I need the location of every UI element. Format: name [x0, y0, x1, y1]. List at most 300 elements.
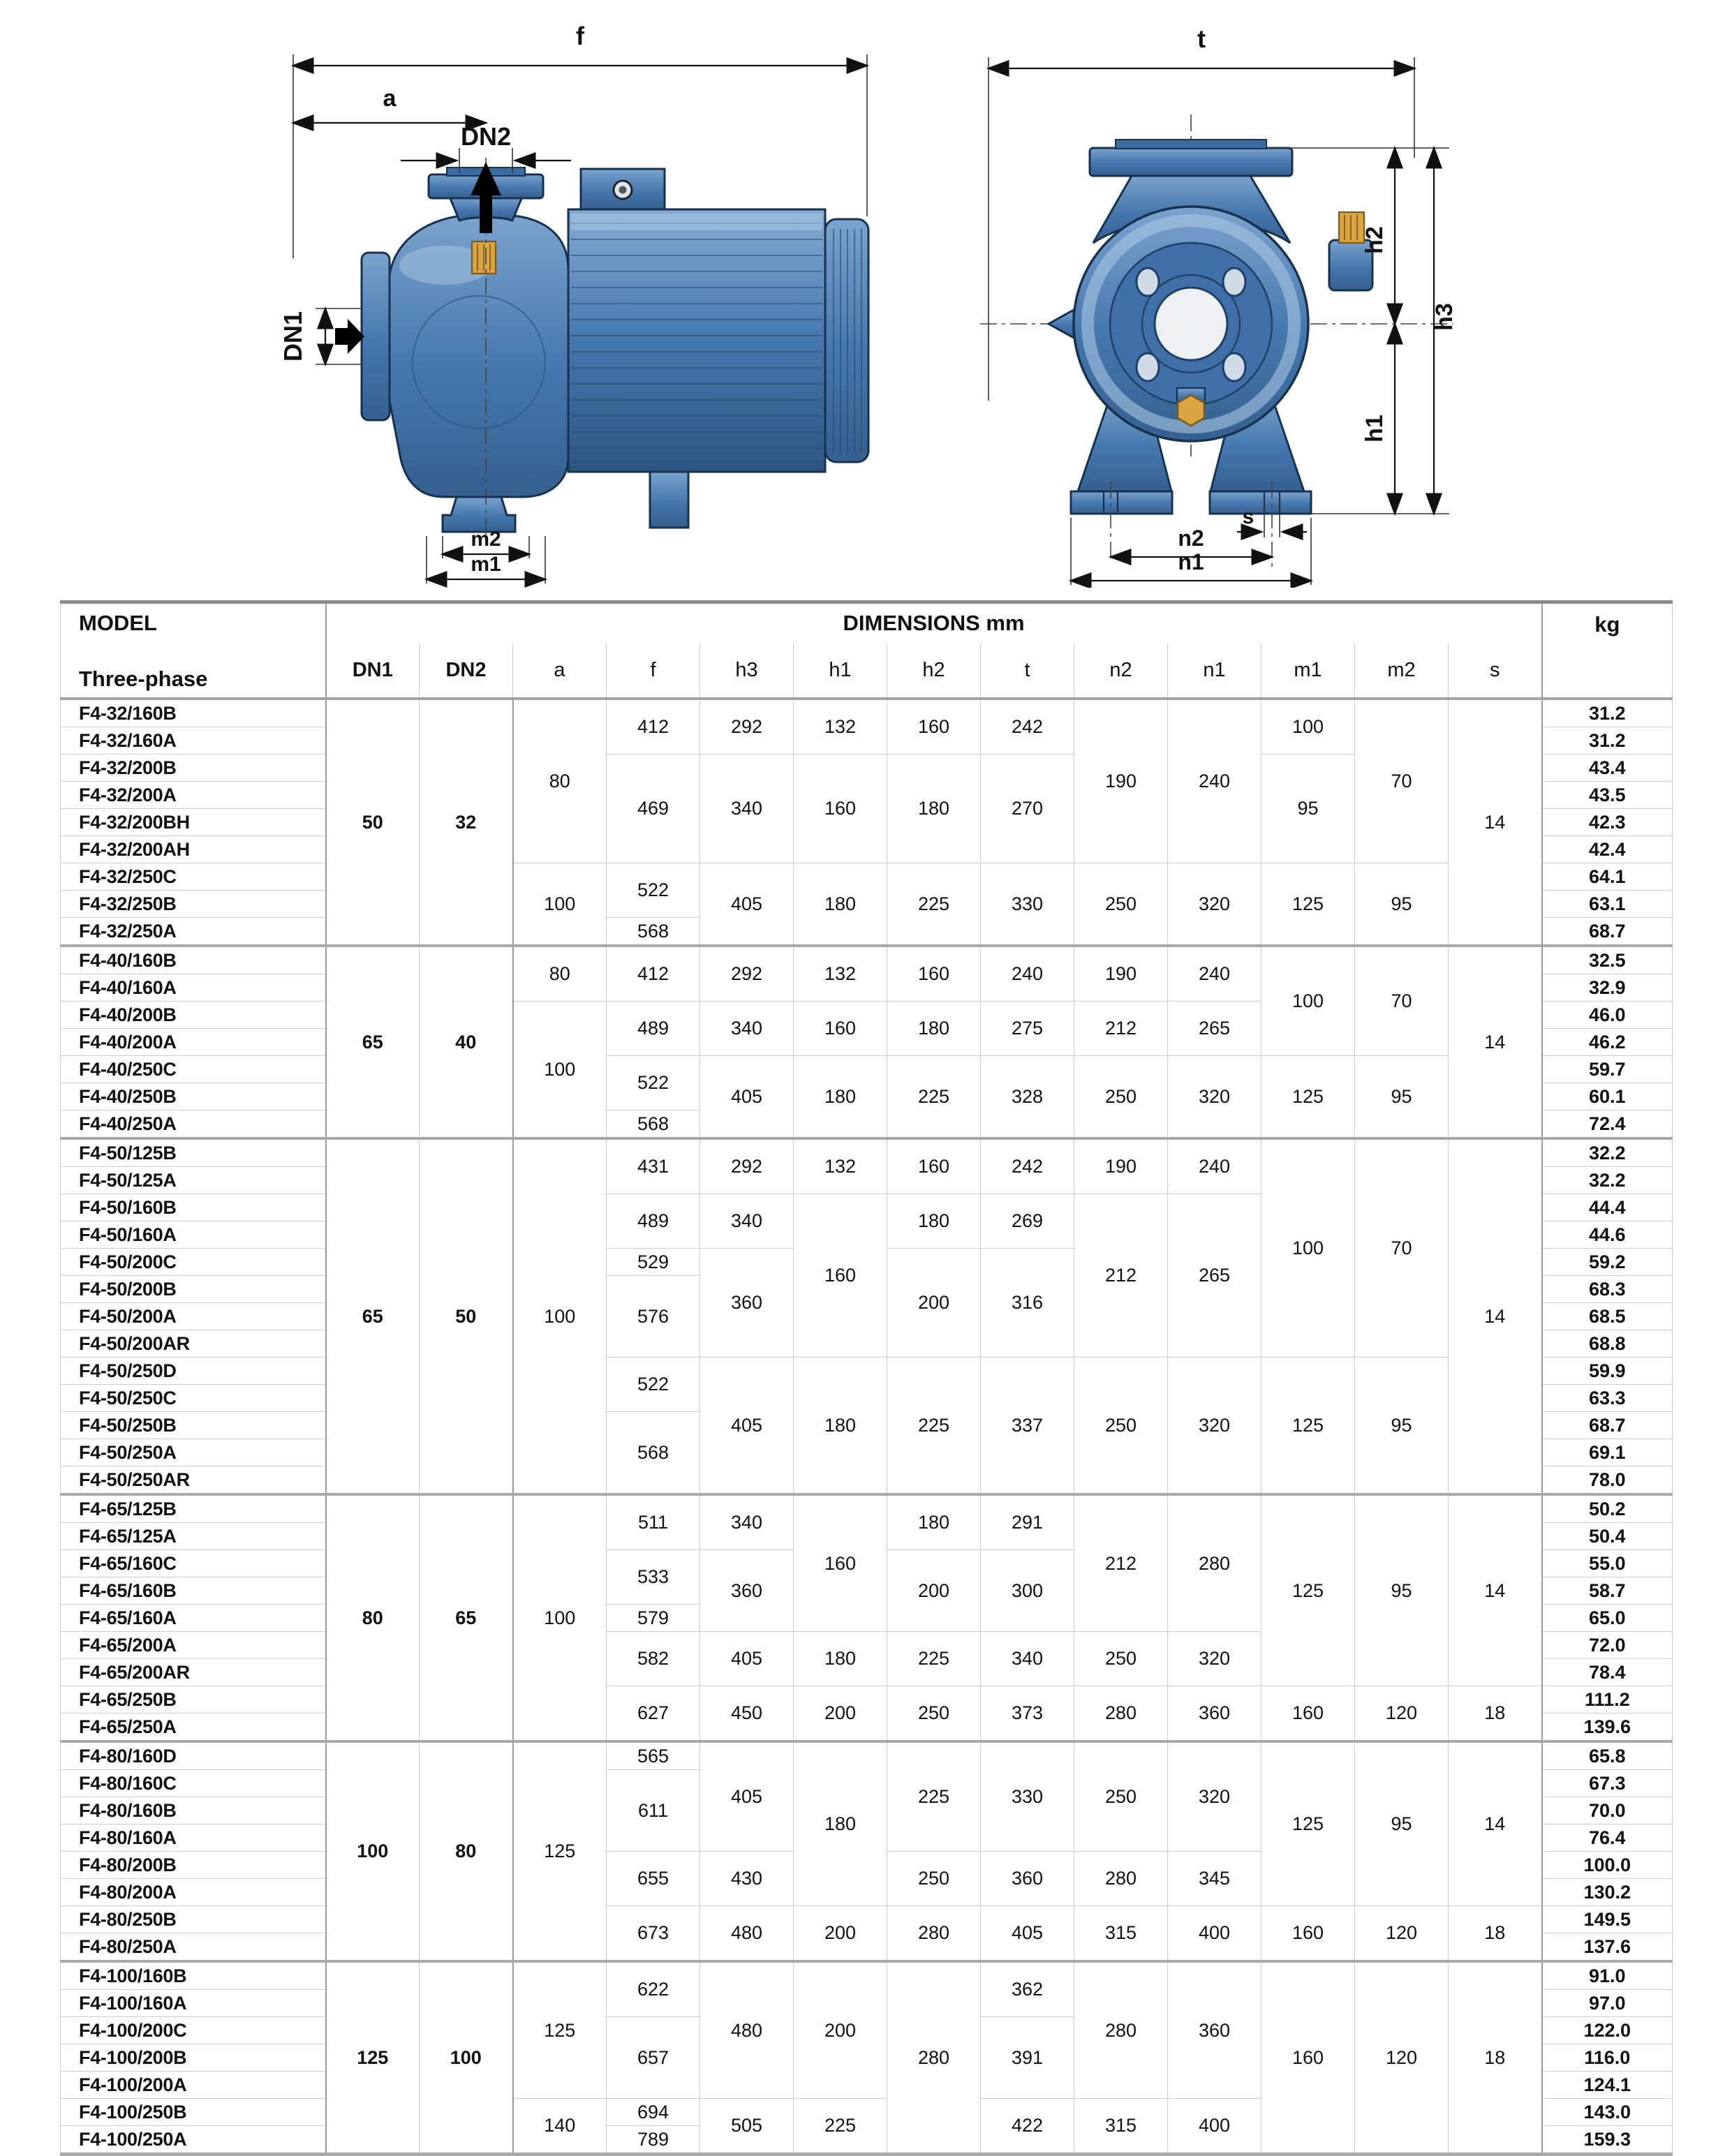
dim-value-m2: 95 — [1355, 863, 1449, 946]
dim-label-dn2: DN2 — [460, 122, 511, 151]
dim-value-h2: 200 — [887, 1550, 981, 1632]
dim-value-t: 270 — [981, 754, 1074, 863]
dim-value-n2: 250 — [1074, 1056, 1168, 1139]
model-cell: F4-50/200B — [61, 1276, 326, 1303]
dim-value-h1: 225 — [794, 2099, 887, 2155]
dim-value-t: 275 — [981, 1002, 1074, 1056]
column-header-h1: h1 — [794, 644, 887, 699]
weight-value: 116.0 — [1542, 2044, 1673, 2072]
dim-value-n1: 320 — [1168, 1632, 1261, 1686]
weight-value: 159.3 — [1542, 2126, 1673, 2155]
bolt-hole — [1137, 353, 1159, 381]
dim-value-m1: 125 — [1261, 1358, 1355, 1495]
dim-value-n1: 320 — [1168, 863, 1261, 946]
table-row — [61, 1056, 1673, 1083]
dim-value-m2: 70 — [1355, 699, 1449, 863]
weight-value: 46.2 — [1542, 1029, 1673, 1056]
suction-bore — [1155, 288, 1227, 360]
model-cell: F4-80/160C — [61, 1770, 326, 1797]
dim-value-n2: 280 — [1074, 1852, 1168, 1906]
column-header-h2: h2 — [887, 644, 981, 699]
dim-value-n1: 240 — [1168, 699, 1261, 863]
model-cell: F4-50/250C — [61, 1385, 326, 1412]
dim-value-m2: 95 — [1355, 1056, 1449, 1139]
dim-value-t: 240 — [981, 946, 1074, 1002]
dim-value-s: 18 — [1449, 1961, 1542, 2155]
model-cell: F4-80/200A — [61, 1879, 326, 1906]
dim-value-h3: 360 — [700, 1550, 794, 1632]
dim-value-t: 330 — [981, 863, 1074, 946]
dim-value-n1: 400 — [1168, 2099, 1261, 2155]
dim-value-h1: 200 — [794, 1906, 887, 1962]
pump-side-body — [362, 158, 868, 546]
dim-label-n2: n2 — [1177, 526, 1204, 551]
brass-drain-plug — [1178, 395, 1204, 426]
dim-label-t: t — [1197, 24, 1206, 53]
dim-value-h1: 180 — [794, 1741, 887, 1906]
dim-value-a: 125 — [513, 1741, 607, 1961]
weight-value: 67.3 — [1542, 1770, 1673, 1797]
dim-value-h2: 250 — [887, 1852, 981, 1906]
weight-value: 44.6 — [1542, 1221, 1673, 1249]
weight-value: 68.5 — [1542, 1303, 1673, 1330]
dim-value-h3: 405 — [700, 1741, 794, 1852]
dim-value-m2: 95 — [1355, 1494, 1449, 1686]
dim-value-f: 568 — [607, 1110, 700, 1139]
dim-value-h1: 160 — [794, 1194, 887, 1358]
dim-value-t: 269 — [981, 1194, 1074, 1249]
weight-unit-header: kg — [1542, 602, 1673, 699]
dim-value-f: 568 — [607, 918, 700, 946]
dimensions-table-wrap — [0, 600, 1732, 2156]
dim-label-h1: h1 — [1361, 415, 1388, 443]
weight-value: 65.0 — [1542, 1605, 1673, 1632]
dim-value-f: 489 — [607, 1194, 700, 1249]
weight-value: 55.0 — [1542, 1550, 1673, 1577]
dim-value-n2: 250 — [1074, 1741, 1168, 1852]
model-header-cell — [61, 602, 326, 699]
dim-value-h2: 180 — [887, 754, 981, 863]
dim-value-m2: 95 — [1355, 1741, 1449, 1906]
model-cell: F4-50/250A — [61, 1439, 326, 1466]
model-cell: F4-50/125B — [61, 1138, 326, 1167]
model-cell: F4-40/160A — [61, 974, 326, 1002]
dim-value-a: 100 — [513, 1002, 607, 1139]
dim-value-h2: 180 — [887, 1194, 981, 1249]
dim-value-DN1: 100 — [326, 1741, 420, 1961]
model-cell: F4-50/250D — [61, 1358, 326, 1385]
model-cell: F4-100/200B — [61, 2044, 326, 2072]
dim-value-h2: 160 — [887, 1138, 981, 1194]
dim-value-f: 565 — [607, 1741, 700, 1770]
column-header-s: s — [1449, 644, 1542, 699]
table-row — [61, 863, 1673, 891]
dim-value-n1: 360 — [1168, 1961, 1261, 2099]
dim-value-s: 14 — [1449, 1741, 1542, 1906]
dim-value-m1: 125 — [1261, 1056, 1355, 1139]
weight-value: 124.1 — [1542, 2072, 1673, 2099]
dim-value-f: 622 — [607, 1961, 700, 2017]
dim-value-h2: 160 — [887, 946, 981, 1002]
dim-value-f: 412 — [607, 699, 700, 754]
dim-value-h1: 180 — [794, 1632, 887, 1686]
model-cell: F4-40/250C — [61, 1056, 326, 1083]
dim-value-n2: 315 — [1074, 1906, 1168, 1962]
dim-value-h3: 480 — [700, 1961, 794, 2099]
model-cell: F4-32/160A — [61, 727, 326, 754]
dim-value-h1: 160 — [794, 754, 887, 863]
dim-value-m1: 95 — [1261, 754, 1355, 863]
dim-value-h3: 405 — [700, 1358, 794, 1495]
dim-value-f: 673 — [607, 1906, 700, 1962]
dim-value-t: 328 — [981, 1056, 1074, 1139]
model-cell: F4-65/160C — [61, 1550, 326, 1577]
dim-value-n1: 240 — [1168, 946, 1261, 1002]
dim-value-t: 362 — [981, 1961, 1074, 2017]
weight-value: 149.5 — [1542, 1906, 1673, 1933]
model-cell: F4-65/250B — [61, 1686, 326, 1713]
model-cell: F4-50/125A — [61, 1167, 326, 1194]
dim-value-DN1: 65 — [326, 1138, 420, 1494]
dim-value-f: 611 — [607, 1770, 700, 1852]
dim-value-s: 14 — [1449, 946, 1542, 1138]
model-cell: F4-32/250C — [61, 863, 326, 891]
dim-value-n1: 280 — [1168, 1494, 1261, 1632]
dim-value-n2: 250 — [1074, 863, 1168, 946]
pump-front-view-drawing — [968, 10, 1463, 588]
dim-value-a: 80 — [513, 699, 607, 863]
dim-value-h3: 450 — [700, 1686, 794, 1742]
bolt-hole — [1137, 268, 1159, 296]
dim-value-n2: 212 — [1074, 1002, 1168, 1056]
dim-value-n1: 320 — [1168, 1056, 1261, 1139]
dim-value-DN2: 65 — [420, 1494, 513, 1741]
dim-value-m1: 100 — [1261, 699, 1355, 754]
weight-value: 42.4 — [1542, 836, 1673, 863]
weight-value: 63.1 — [1542, 891, 1673, 918]
dim-value-h1: 200 — [794, 1686, 887, 1742]
dim-value-s: 14 — [1449, 1494, 1542, 1686]
column-header-f: f — [607, 644, 700, 699]
weight-value: 76.4 — [1542, 1824, 1673, 1852]
dim-value-f: 579 — [607, 1605, 700, 1632]
model-cell: F4-80/160B — [61, 1797, 326, 1824]
dim-value-s: 14 — [1449, 1138, 1542, 1494]
weight-value: 70.0 — [1542, 1797, 1673, 1824]
dim-value-h3: 405 — [700, 1056, 794, 1139]
dim-value-f: 522 — [607, 863, 700, 918]
dim-value-h1: 160 — [794, 1494, 887, 1632]
weight-value: 32.2 — [1542, 1138, 1673, 1167]
model-cell: F4-40/200A — [61, 1029, 326, 1056]
dim-value-h2: 180 — [887, 1494, 981, 1550]
dim-value-DN2: 40 — [420, 946, 513, 1138]
dim-value-a: 100 — [513, 1494, 607, 1741]
dim-value-m2: 120 — [1355, 1686, 1449, 1742]
weight-value: 46.0 — [1542, 1002, 1673, 1029]
model-cell: F4-100/200A — [61, 2072, 326, 2099]
weight-value: 64.1 — [1542, 863, 1673, 891]
model-cell: F4-32/200A — [61, 782, 326, 809]
weight-value: 68.7 — [1542, 1412, 1673, 1439]
column-header-n2: n2 — [1074, 644, 1168, 699]
dim-value-f: 655 — [607, 1852, 700, 1906]
dim-value-s: 14 — [1449, 699, 1542, 946]
bolt-hole — [1223, 353, 1245, 381]
table-row — [61, 1961, 1673, 1990]
dim-value-h2: 225 — [887, 1741, 981, 1852]
model-cell: F4-100/160B — [61, 1961, 326, 1990]
dim-value-h2: 225 — [887, 1632, 981, 1686]
dim-value-h2: 200 — [887, 1249, 981, 1358]
model-cell: F4-50/160B — [61, 1194, 326, 1221]
model-cell: F4-50/250B — [61, 1412, 326, 1439]
dim-value-DN2: 32 — [420, 699, 513, 946]
weight-value: 143.0 — [1542, 2099, 1673, 2126]
dim-value-m2: 120 — [1355, 1906, 1449, 1962]
dim-value-DN1: 80 — [326, 1494, 420, 1741]
dim-value-m1: 160 — [1261, 1961, 1355, 2155]
dim-value-n2: 190 — [1074, 946, 1168, 1002]
dim-value-f: 522 — [607, 1358, 700, 1412]
dim-value-f: 412 — [607, 946, 700, 1002]
flow-arrow-right — [335, 319, 364, 354]
dim-value-f: 627 — [607, 1686, 700, 1742]
dimensions-table — [60, 600, 1673, 2156]
model-cell: F4-32/250B — [61, 891, 326, 918]
dim-label-n1: n1 — [1177, 549, 1204, 574]
discharge-flange — [1090, 148, 1292, 176]
dim-value-DN2: 50 — [420, 1138, 513, 1494]
model-cell: F4-50/250AR — [61, 1466, 326, 1495]
dim-value-s: 18 — [1449, 1686, 1542, 1742]
motor-foot — [650, 472, 688, 528]
pump-foot — [443, 497, 515, 532]
dimensions-title: DIMENSIONS mm — [843, 611, 1025, 636]
dim-label-dn1: DN1 — [278, 311, 307, 362]
column-header-DN2: DN2 — [420, 644, 513, 699]
dim-value-f: 657 — [607, 2017, 700, 2099]
weight-value: 44.4 — [1542, 1194, 1673, 1221]
technical-drawings — [0, 0, 1732, 600]
dim-value-n1: 320 — [1168, 1358, 1261, 1495]
weight-value: 69.1 — [1542, 1439, 1673, 1466]
dim-value-h2: 280 — [887, 1906, 981, 1962]
dim-value-n1: 265 — [1168, 1002, 1261, 1056]
table-row — [61, 1686, 1673, 1713]
model-cell: F4-65/200A — [61, 1632, 326, 1659]
model-cell: F4-32/200AH — [61, 836, 326, 863]
dim-value-f: 582 — [607, 1632, 700, 1686]
weight-value: 50.2 — [1542, 1494, 1673, 1523]
dim-value-h3: 292 — [700, 699, 794, 754]
dim-value-a: 125 — [513, 1961, 607, 2099]
dim-value-m1: 100 — [1261, 946, 1355, 1056]
dim-label-m2: m2 — [470, 528, 501, 551]
dim-value-h3: 292 — [700, 946, 794, 1002]
dim-value-t: 360 — [981, 1852, 1074, 1906]
pump-front-body — [980, 114, 1453, 514]
weight-value: 58.7 — [1542, 1577, 1673, 1605]
column-header-h3: h3 — [700, 644, 794, 699]
dim-value-n2: 250 — [1074, 1632, 1168, 1686]
dim-value-h1: 180 — [794, 1358, 887, 1495]
weight-value: 65.8 — [1542, 1741, 1673, 1770]
dim-value-f: 529 — [607, 1249, 700, 1276]
dim-value-t: 405 — [981, 1906, 1074, 1962]
dim-value-h1: 180 — [794, 863, 887, 946]
table-row — [61, 1906, 1673, 1933]
dim-value-f: 511 — [607, 1494, 700, 1550]
dim-label-h3: h3 — [1430, 303, 1458, 331]
dim-value-f: 431 — [607, 1138, 700, 1194]
weight-value: 43.4 — [1542, 754, 1673, 782]
dim-value-m2: 70 — [1355, 946, 1449, 1056]
model-cell: F4-80/160A — [61, 1824, 326, 1852]
dim-value-m1: 125 — [1261, 1741, 1355, 1906]
weight-value: 50.4 — [1542, 1523, 1673, 1550]
model-cell: F4-80/160D — [61, 1741, 326, 1770]
column-header-t: t — [981, 644, 1074, 699]
dim-value-h3: 340 — [700, 754, 794, 863]
weight-value: 31.2 — [1542, 727, 1673, 754]
side-lug — [1049, 310, 1074, 338]
model-cell: F4-32/200B — [61, 754, 326, 782]
dim-value-f: 576 — [607, 1276, 700, 1358]
weight-value: 59.9 — [1542, 1358, 1673, 1385]
weight-value: 72.0 — [1542, 1632, 1673, 1659]
dim-value-h1: 132 — [794, 1138, 887, 1194]
dim-value-t: 391 — [981, 2017, 1074, 2099]
dim-value-t: 242 — [981, 699, 1074, 754]
dim-value-t: 242 — [981, 1138, 1074, 1194]
model-cell: F4-50/200A — [61, 1303, 326, 1330]
table-row — [61, 1494, 1673, 1523]
weight-value: 31.2 — [1542, 699, 1673, 727]
terminal-bolt-center — [619, 186, 626, 194]
model-cell: F4-100/200C — [61, 2017, 326, 2044]
dim-value-h1: 200 — [794, 1961, 887, 2099]
dim-value-n1: 320 — [1168, 1741, 1261, 1852]
weight-value: 100.0 — [1542, 1852, 1673, 1879]
dim-value-h3: 292 — [700, 1138, 794, 1194]
dim-value-f: 522 — [607, 1056, 700, 1110]
dim-value-m2: 120 — [1355, 1961, 1449, 2155]
dim-value-DN1: 65 — [326, 946, 420, 1138]
dim-value-n1: 345 — [1168, 1852, 1261, 1906]
dim-value-n2: 212 — [1074, 1194, 1168, 1358]
dim-value-n2: 315 — [1074, 2099, 1168, 2155]
model-cell: F4-80/250B — [61, 1906, 326, 1933]
weight-value: 63.3 — [1542, 1385, 1673, 1412]
dim-value-f: 469 — [607, 754, 700, 863]
model-cell: F4-40/200B — [61, 1002, 326, 1029]
dim-value-h1: 180 — [794, 1056, 887, 1139]
model-cell: F4-65/200AR — [61, 1659, 326, 1686]
dim-value-n1: 240 — [1168, 1138, 1261, 1194]
motor-highlight — [571, 214, 822, 230]
column-header-a: a — [513, 644, 607, 699]
model-cell: F4-50/160A — [61, 1221, 326, 1249]
dim-value-n2: 280 — [1074, 1686, 1168, 1742]
dim-value-DN2: 80 — [420, 1741, 513, 1961]
dim-value-n2: 280 — [1074, 1961, 1168, 2099]
dim-value-n2: 190 — [1074, 1138, 1168, 1194]
model-cell: F4-32/250A — [61, 918, 326, 946]
column-header-DN1: DN1 — [326, 644, 420, 699]
dim-value-n2: 190 — [1074, 699, 1168, 863]
dim-label-f: f — [575, 22, 584, 50]
model-cell: F4-100/250B — [61, 2099, 326, 2126]
weight-value: 42.3 — [1542, 809, 1673, 836]
dim-value-h3: 405 — [700, 1632, 794, 1686]
weight-value: 32.2 — [1542, 1167, 1673, 1194]
dim-value-m1: 160 — [1261, 1906, 1355, 1962]
dim-value-h1: 160 — [794, 1002, 887, 1056]
weight-value: 97.0 — [1542, 1990, 1673, 2017]
dim-value-h3: 340 — [700, 1002, 794, 1056]
dim-value-m1: 160 — [1261, 1686, 1355, 1742]
column-header-m1: m1 — [1261, 644, 1355, 699]
weight-value: 139.6 — [1542, 1713, 1673, 1742]
model-cell: F4-80/250A — [61, 1933, 326, 1962]
dim-value-h2: 225 — [887, 863, 981, 946]
inlet-flange — [362, 253, 390, 420]
model-cell: F4-65/160A — [61, 1605, 326, 1632]
right-foot — [1210, 491, 1311, 514]
bolt-hole — [1223, 268, 1245, 296]
dim-value-n1: 360 — [1168, 1686, 1261, 1742]
dim-value-h2: 250 — [887, 1686, 981, 1742]
weight-value: 68.8 — [1542, 1330, 1673, 1358]
dim-value-n2: 212 — [1074, 1494, 1168, 1632]
weight-value: 122.0 — [1542, 2017, 1673, 2044]
dim-value-m1: 100 — [1261, 1138, 1355, 1358]
left-foot — [1071, 491, 1172, 514]
header-row-top — [61, 602, 1673, 644]
dim-value-h3: 340 — [700, 1194, 794, 1249]
model-cell: F4-50/200AR — [61, 1330, 326, 1358]
dim-value-t: 330 — [981, 1741, 1074, 1852]
table-row — [61, 1138, 1673, 1167]
weight-value: 68.3 — [1542, 1276, 1673, 1303]
dim-value-a: 100 — [513, 1138, 607, 1494]
dim-value-a: 100 — [513, 863, 607, 946]
dim-value-DN1: 125 — [326, 1961, 420, 2155]
dim-value-t: 316 — [981, 1249, 1074, 1358]
dim-value-m2: 95 — [1355, 1358, 1449, 1495]
dim-value-m2: 70 — [1355, 1138, 1449, 1358]
model-cell: F4-65/250A — [61, 1713, 326, 1742]
table-row — [61, 1741, 1673, 1770]
dim-label-h2: h2 — [1361, 226, 1388, 254]
model-cell: F4-65/125B — [61, 1494, 326, 1523]
model-cell: F4-65/160B — [61, 1577, 326, 1605]
dim-value-f: 489 — [607, 1002, 700, 1056]
weight-value: 137.6 — [1542, 1933, 1673, 1962]
weight-value: 59.2 — [1542, 1249, 1673, 1276]
dim-value-h2: 280 — [887, 1961, 981, 2155]
dim-value-h3: 430 — [700, 1852, 794, 1906]
dim-value-t: 291 — [981, 1494, 1074, 1550]
model-subtitle: Three-phase — [79, 667, 208, 691]
dim-value-n1: 400 — [1168, 1906, 1261, 1962]
dim-label-a: a — [383, 85, 396, 112]
model-cell: F4-100/160A — [61, 1990, 326, 2017]
dim-value-h3: 405 — [700, 863, 794, 946]
weight-value: 72.4 — [1542, 1110, 1673, 1139]
dim-value-f: 789 — [607, 2126, 700, 2155]
